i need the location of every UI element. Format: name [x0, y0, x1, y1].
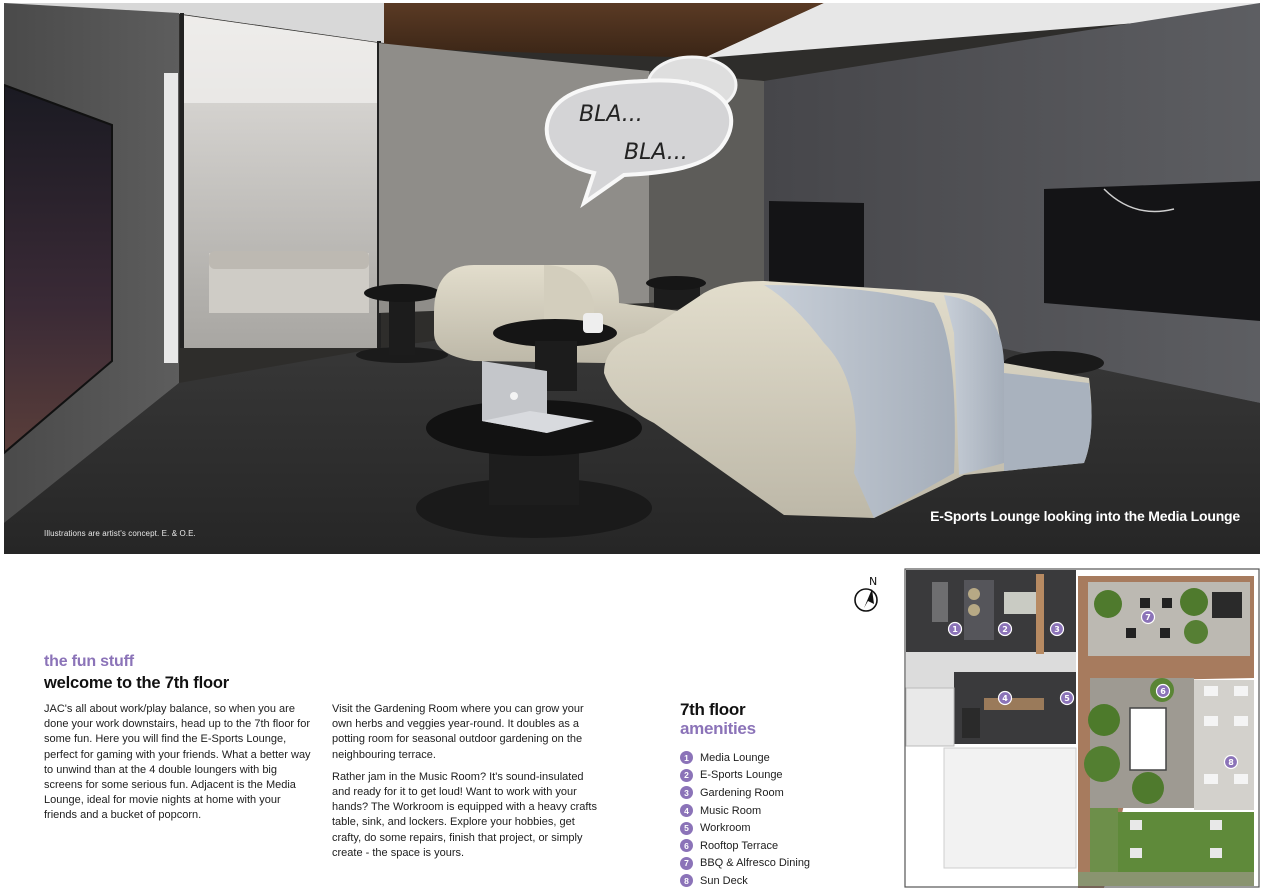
plan-marker: 4 — [1002, 694, 1008, 703]
plan-marker: 2 — [1002, 625, 1008, 634]
plan-marker: 6 — [1160, 687, 1166, 696]
amenity-label: E-Sports Lounge — [700, 769, 783, 782]
amenity-label: Music Room — [700, 804, 762, 817]
amenity-label: Media Lounge — [700, 751, 770, 764]
number-badge: 3 — [680, 786, 693, 799]
amenities-title: 7th floor — [680, 700, 746, 719]
intro-paragraph: JAC's all about work/play balance, so when you are done your work downstairs, head up to the 7th floor for some fun. Here you will find the E-Sports Lounge, perfect for gaming with your friends. What a better way to unwind than at the 4 double loungers with big screens for some serious fun. Adjacent is the Media Lounge, ideal for movie nights at home with your friends and a bucket of popcorn. — [44, 703, 311, 822]
list-item — [680, 749, 810, 767]
bubble-text-line2: BLA... — [624, 140, 688, 165]
number-badge: 4 — [680, 804, 693, 817]
amenity-label: Sun Deck — [700, 874, 748, 887]
hero-caption: E-Sports Lounge looking into the Media Lounge — [930, 508, 1240, 524]
amenity-label: Gardening Room — [700, 786, 784, 799]
north-arrow-icon — [852, 574, 884, 614]
floor-plan — [904, 568, 1260, 888]
intro-column-left — [44, 702, 312, 831]
number-badge: 2 — [680, 769, 693, 782]
intro-paragraph: Visit the Gardening Room where you can grow your own herbs and veggies year-round. It doubles as a potting room for seasonal outdoor gardening on the neighbouring terrace. — [332, 703, 584, 761]
amenity-label: BBQ & Alfresco Dining — [700, 857, 811, 870]
plan-marker: 1 — [952, 625, 958, 634]
list-item — [680, 855, 810, 873]
number-badge: 6 — [680, 839, 693, 852]
section-kicker: the fun stuff — [44, 653, 134, 670]
list-item — [680, 837, 810, 855]
hero-rendering — [4, 3, 1260, 554]
lounge-illustration — [4, 3, 1260, 554]
list-item — [680, 819, 810, 837]
number-badge: 5 — [680, 822, 693, 835]
plan-marker: 8 — [1228, 758, 1234, 767]
list-item — [680, 784, 810, 802]
plan-marker: 3 — [1054, 625, 1060, 634]
illustration-disclaimer: Illustrations are artist's concept. E. & O.E. — [44, 529, 196, 538]
number-badge: 8 — [680, 874, 693, 887]
number-badge: 7 — [680, 857, 693, 870]
bubble-text-line1: BLA... — [579, 102, 643, 127]
list-item — [680, 767, 810, 785]
amenities-subtitle: amenities — [680, 719, 756, 738]
amenities-list — [680, 749, 810, 890]
plan-marker: 7 — [1145, 613, 1151, 622]
amenity-label: Rooftop Terrace — [700, 839, 779, 852]
plan-marker: 5 — [1064, 694, 1070, 703]
amenity-label: Workroom — [700, 822, 751, 835]
north-label: N — [869, 575, 878, 588]
list-item — [680, 872, 810, 890]
intro-paragraph: Rather jam in the Music Room? It's sound-insulated and ready for it to get loud! Want to work with your hands? The Workroom is equipped with a heavy crafts table, sink, and lockers. Explore your hobbies, get crafty, do some repairs, finish that project, or simply create - the space is yours. — [332, 770, 597, 859]
section-headline: welcome to the 7th floor — [44, 674, 229, 692]
number-badge: 1 — [680, 751, 693, 764]
intro-column-right — [332, 702, 598, 868]
list-item — [680, 802, 810, 820]
